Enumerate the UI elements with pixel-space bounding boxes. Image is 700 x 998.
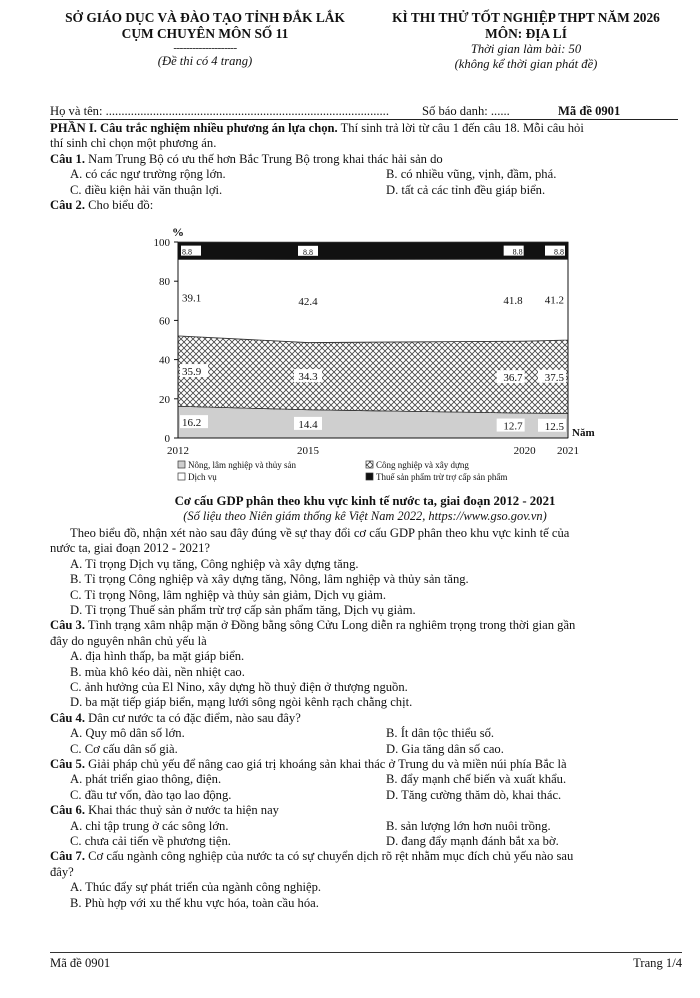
question-1 — [50, 152, 682, 167]
q1-option-d: D. tất cả các tỉnh đều giáp biển. — [386, 182, 546, 197]
cluster-name: CỤM CHUYÊN MÔN SỐ 11 — [121, 26, 289, 41]
q3-option-a: A. địa hình thấp, ba mặt giáp biển. — [70, 649, 245, 664]
footer-page-number: Trang 1/4 — [633, 956, 682, 970]
question-text: Cơ cấu ngành công nghiệp của nước ta có sự chuyển dịch rõ rệt nhằm mục đích chủ yếu nào sau — [85, 849, 574, 864]
legend-swatch — [366, 473, 373, 480]
data-label: 8.8 — [554, 247, 564, 257]
q2-stem: Theo biểu đồ, nhận xét nào sau đây đúng về sự thay đổi cơ cấu GDP phân theo khu vực kinh tế của — [70, 526, 570, 540]
x-axis-unit: Năm — [572, 427, 595, 439]
question-text: Khai thác thuỷ sản ở nước ta hiện nay — [85, 803, 279, 818]
department-name: SỞ GIÁO DỤC VÀ ĐÀO TẠO TỈNH ĐẮK LẮK — [65, 10, 345, 25]
q7-option-a: A. Thúc đẩy sự phát triển của ngành công nghiệp. — [70, 880, 322, 895]
exam-title: KÌ THI THỬ TỐT NGHIỆP THPT NĂM 2026 — [392, 10, 660, 25]
question-7-cont: đây? — [50, 864, 74, 879]
footer-divider — [50, 952, 682, 953]
data-label: 8.8 — [182, 247, 192, 257]
y-tick-label: 60 — [159, 315, 170, 328]
q2-option-c: C. Tỉ trọng Nông, lâm nghiệp và thủy sản giảm, Dịch vụ giảm. — [70, 587, 386, 602]
part1-instruction-cont: thí sinh chỉ chọn một phương án. — [50, 136, 217, 151]
header-left — [46, 10, 364, 69]
question-text: Cho biểu đồ: — [85, 198, 154, 212]
q3-option-b: B. mùa khô kéo dài, nền nhiệt cao. — [70, 664, 245, 679]
header-right — [366, 10, 686, 72]
question-7 — [50, 849, 682, 864]
data-label: 16.2 — [182, 417, 202, 430]
student-number-field: Số báo danh: ...... — [422, 104, 510, 118]
q1-option-b: B. có nhiều vũng, vịnh, đầm, phá. — [386, 167, 557, 182]
y-tick-label: 100 — [153, 237, 170, 249]
part1-instruction: Thí sinh trả lời từ câu 1 đến câu 18. Mỗi câu hỏi — [337, 121, 584, 135]
q7-option-b: B. Phù hợp với xu thế khu vực hóa, toàn cầu hóa. — [70, 895, 319, 910]
q2-option-a: A. Tỉ trọng Dịch vụ tăng, Công nghiệp và xây dựng tăng. — [70, 556, 359, 571]
q2-option-d: D. Tỉ trọng Thuế sản phẩm trừ trợ cấp sản phẩm tăng, Dịch vụ giảm. — [70, 603, 416, 618]
question-4 — [50, 711, 682, 726]
questions-section — [50, 526, 682, 911]
question-3-cont: đây do nguyên nhân chủ yếu là — [50, 633, 207, 648]
question-2 — [50, 198, 682, 213]
q4-option-d: D. Gia tăng dân số cao. — [386, 741, 504, 756]
question-label: Câu 7. — [50, 849, 85, 864]
q2-option-b: B. Tỉ trọng Công nghiệp và xây dựng tăng, Nông, lâm nghiệp và thủy sản tăng. — [70, 572, 469, 587]
question-label: Câu 6. — [50, 803, 85, 818]
data-label: 12.7 — [503, 420, 523, 433]
chart-caption — [50, 494, 680, 524]
question-text: Dân cư nước ta có đặc điểm, nào sau đây? — [85, 710, 301, 725]
question-3 — [50, 618, 682, 633]
legend-label: Dịch vụ — [188, 472, 217, 482]
data-label: 39.1 — [182, 292, 202, 305]
legend-label: Nông, lâm nghiệp và thủy sản — [188, 460, 296, 470]
time-limit: Thời gian làm bài: 50 — [470, 42, 582, 56]
x-tick-label: 2012 — [167, 445, 189, 457]
legend-swatch — [178, 473, 185, 480]
data-label: 41.8 — [503, 295, 523, 308]
legend-swatch — [366, 461, 373, 468]
y-tick-label: 80 — [159, 276, 170, 289]
data-label: 37.5 — [544, 371, 564, 384]
data-label: 35.9 — [182, 366, 202, 379]
q4-option-b: B. Ít dân tộc thiểu số. — [386, 726, 495, 741]
q6-option-c: C. chưa cải tiến về phương tiện. — [70, 834, 231, 849]
question-6 — [50, 803, 682, 818]
q1-option-c: C. điều kiện hải văn thuận lợi. — [70, 182, 223, 197]
data-label: 14.4 — [298, 418, 318, 431]
footer-exam-code: Mã đề 0901 — [50, 956, 111, 970]
q1-option-a: A. có các ngư trường rộng lớn. — [70, 167, 226, 182]
x-tick-label: 2021 — [557, 445, 579, 457]
legend-label: Công nghiệp và xây dựng — [376, 460, 469, 470]
question-label: Câu 4. — [50, 710, 85, 725]
data-label: 8.8 — [512, 247, 523, 257]
q4-option-c: C. Cơ cấu dân số già. — [70, 741, 178, 756]
question-label: Câu 1. — [50, 151, 85, 166]
x-tick-label: 2015 — [297, 445, 319, 457]
question-label: Câu 5. — [50, 757, 85, 772]
q5-option-d: D. Tăng cường thăm dò, khai thác. — [386, 787, 562, 802]
y-axis-unit: % — [172, 225, 184, 239]
q3-option-d: D. ba mặt tiếp giáp biển, mạng lưới sông ngòi kênh rạch chằng chịt. — [70, 695, 413, 710]
student-name-field: Họ và tên: .......................................................................................... — [50, 104, 389, 118]
question-text: Nam Trung Bộ có ưu thế hơn Bắc Trung Bộ trong khai thác hải sản do — [85, 151, 443, 166]
question-label: Câu 2. — [50, 198, 85, 212]
gdp-structure-chart — [130, 222, 595, 512]
question-label: Câu 3. — [50, 618, 85, 633]
header-divider — [50, 119, 678, 120]
exam-code: Mã đề 0901 — [558, 104, 621, 118]
question-text: Giải pháp chủ yếu để nâng cao giá trị khoáng sản khai thác ở Trung du và miền núi phía Bắc là — [85, 757, 567, 772]
header-rule: -------------------- — [173, 42, 237, 54]
q6-option-b: B. sản lượng lớn hơn nuôi trồng. — [386, 818, 551, 833]
data-label: 8.8 — [303, 247, 313, 257]
y-tick-label: 40 — [159, 354, 170, 367]
q3-option-c: C. ảnh hưởng của El Nino, xây dựng hồ thuỷ điện ở thượng nguồn. — [70, 680, 408, 695]
x-tick-label: 2020 — [513, 445, 536, 457]
question-text: Tình trạng xâm nhập mặn ở Đồng bằng sông Cửu Long diễn ra nghiêm trọng trong thời gian gần — [85, 618, 576, 633]
data-label: 34.3 — [298, 371, 318, 384]
q4-option-a: A. Quy mô dân số lớn. — [70, 726, 185, 741]
page-count-note: (Đề thi có 4 trang) — [157, 54, 253, 68]
chart-source: (Số liệu theo Niên giám thống kê Việt Nam 2022, https://www.gso.gov.vn) — [183, 509, 547, 523]
legend-swatch — [178, 461, 185, 468]
q2-stem-cont: nước ta, giai đoạn 2012 - 2021? — [50, 541, 211, 556]
data-label: 36.7 — [503, 372, 523, 385]
y-tick-label: 0 — [164, 433, 170, 445]
y-tick-label: 20 — [159, 393, 170, 406]
q5-option-c: C. đầu tư vốn, đào tạo lao động. — [70, 787, 232, 802]
question-5 — [50, 757, 682, 772]
data-label: 42.4 — [298, 295, 318, 308]
legend-label: Thuế sản phẩm trừ trợ cấp sản phẩm — [376, 472, 508, 482]
q6-option-d: D. đang đẩy mạnh đánh bắt xa bờ. — [386, 834, 559, 849]
data-label: 12.5 — [544, 420, 564, 433]
student-info — [50, 104, 678, 120]
q5-option-a: A. phát triển giao thông, điện. — [70, 772, 222, 787]
q6-option-a: A. chỉ tập trung ở các sông lớn. — [70, 818, 229, 833]
part1-section — [50, 121, 682, 213]
data-label: 41.2 — [544, 294, 564, 307]
part1-heading: PHẦN I. Câu trắc nghiệm nhiều phương án lựa chọn. — [50, 121, 338, 135]
exam-header — [46, 10, 680, 86]
time-note: (không kể thời gian phát đề) — [454, 57, 598, 71]
chart-title: Cơ cấu GDP phân theo khu vực kinh tế nước ta, giai đoạn 2012 - 2021 — [174, 494, 556, 508]
subject-name: MÔN: ĐỊA LÍ — [485, 26, 567, 41]
q5-option-b: B. đẩy mạnh chế biến và xuất khẩu. — [386, 772, 567, 787]
